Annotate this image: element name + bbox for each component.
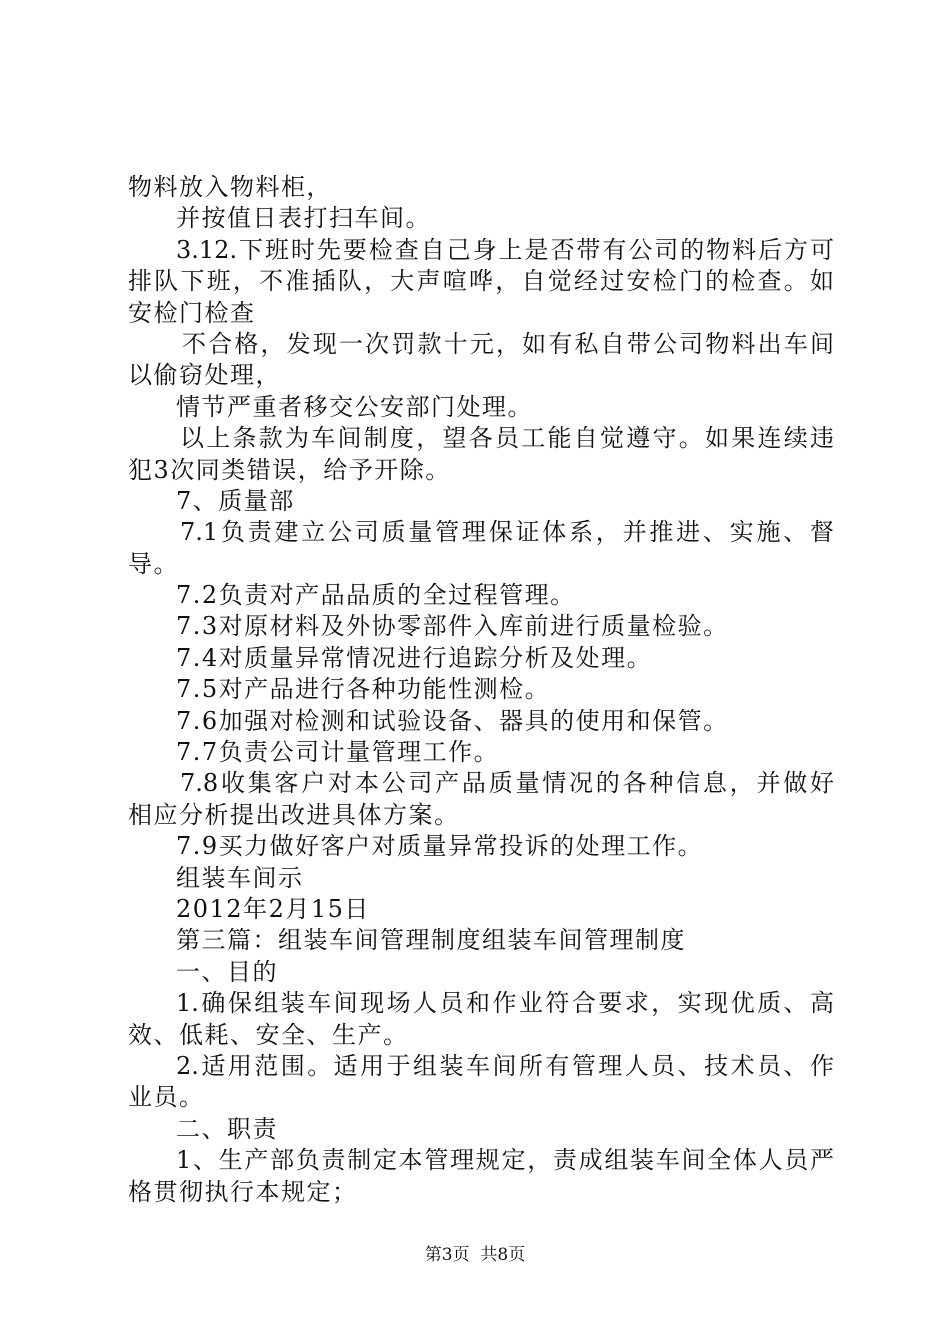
text-line: 不合格，发现一次罚款十元，如有私自带公司物料出车间: [182, 329, 834, 358]
text-line: 3.12.下班时先要检查自己身上是否带有公司的物料后方可: [176, 235, 834, 264]
text-line: 7.9买力做好客户对质量异常投诉的处理工作。: [176, 832, 704, 861]
text-line: 7.1负责建立公司质量管理保证体系，并推进、实施、督: [180, 518, 834, 547]
text-line: 1、生产部负责制定本管理规定，责成组装车间全体人员严: [176, 1146, 834, 1175]
text-line: 2.适用范围。适用于组装车间所有管理人员、技术员、作: [176, 1051, 834, 1080]
text-line: 情节严重者移交公安部门处理。: [176, 392, 533, 421]
text-line: 7、质量部: [176, 486, 295, 515]
page-number: 第3页: [424, 1245, 470, 1265]
text-line: 排队下班，不准插队，大声喧哗，自觉经过安检门的检查。如: [128, 267, 834, 296]
text-line: 以上条款为车间制度，望各员工能自觉遵守。如果连续违: [180, 424, 834, 453]
page-footer: [0, 1244, 950, 1266]
text-line: 格贯彻执行本规定；: [128, 1177, 358, 1206]
text-line: 7.4对质量异常情况进行追踪分析及处理。: [176, 643, 653, 672]
text-line: 以偷窃处理，: [128, 361, 281, 390]
text-line: 组装车间示: [176, 863, 304, 892]
text-line: 2012年2月15日: [176, 894, 370, 923]
text-line: 7.8收集客户对本公司产品质量情况的各种信息，并做好: [180, 769, 834, 798]
text-line: 导。: [128, 549, 179, 578]
text-line: 1.确保组装车间现场人员和作业符合要求，实现优质、高: [176, 989, 834, 1018]
text-line: 7.3对原材料及外协零部件入库前进行质量检验。: [176, 612, 729, 641]
text-line: 业员。: [128, 1083, 205, 1112]
text-line: 7.2负责对产品品质的全过程管理。: [176, 581, 576, 610]
text-line: 并按值日表打扫车间。: [176, 204, 431, 233]
footer-spacer: [470, 1245, 481, 1265]
text-line: 相应分析提出改进具体方案。: [128, 800, 460, 829]
page-total: 共8页: [480, 1245, 526, 1265]
text-line: 安检门检查: [128, 298, 256, 327]
text-line: 效、低耗、安全、生产。: [128, 1020, 409, 1049]
text-line: 7.7负责公司计量管理工作。: [176, 738, 500, 767]
document-body: [128, 172, 834, 1208]
text-line: 7.5对产品进行各种功能性测检。: [176, 675, 551, 704]
text-line: 犯3次同类错误，给予开除。: [128, 455, 451, 484]
text-line: 7.6加强对检测和试验设备、器具的使用和保管。: [176, 706, 729, 735]
text-line: 二、职责: [176, 1114, 278, 1143]
text-line: 一、目的: [176, 957, 278, 986]
text-line: 物料放入物料柜，: [128, 173, 332, 201]
text-line: 第三篇：组装车间管理制度组装车间管理制度: [176, 926, 686, 955]
